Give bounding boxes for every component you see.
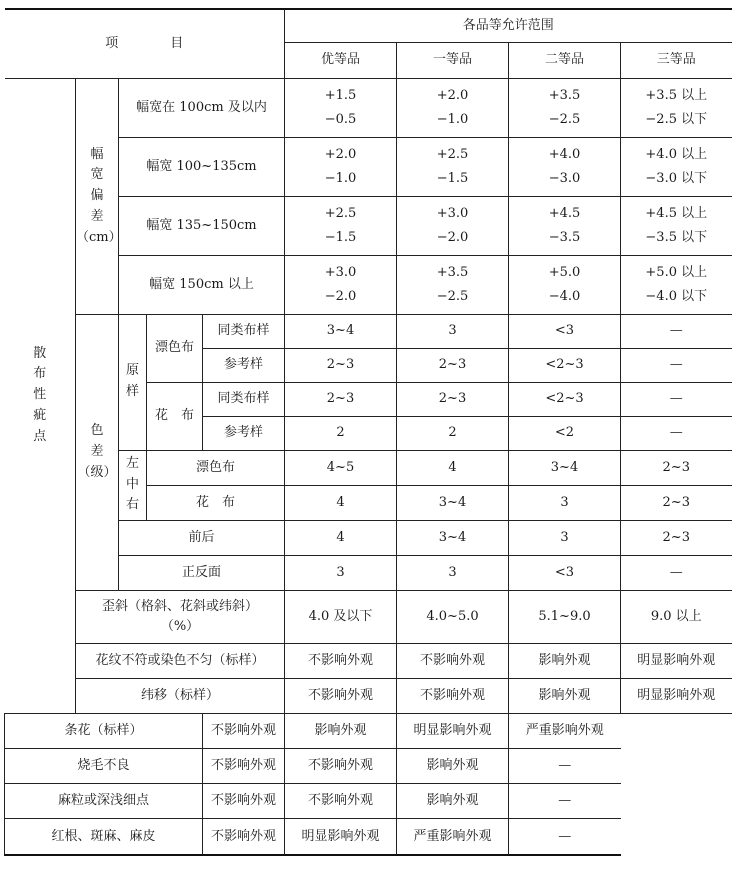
grade-header: 优等品	[285, 42, 397, 78]
value-cell: +2.5 −1.5	[285, 196, 397, 255]
lcr-printed-label: 花 布	[147, 485, 285, 520]
value-cell: +5.0 −4.0	[509, 255, 621, 314]
value-cell: +4.5 −3.5	[509, 196, 621, 255]
defect-row-label: 红根、斑麻、麻皮	[5, 818, 203, 855]
value-cell: +4.5 以上 −3.5 以下	[621, 196, 732, 255]
value-cell: <2~3	[509, 382, 621, 416]
value-cell: 2~3	[285, 348, 397, 382]
value-cell: —	[509, 818, 621, 855]
value-cell: 影响外观	[509, 643, 621, 678]
value-cell: —	[621, 348, 732, 382]
value-cell: —	[509, 748, 621, 783]
value-cell: 明显影响外观	[397, 713, 509, 748]
bleached-label: 漂色布	[147, 314, 203, 382]
original-sample-label: 原样	[119, 314, 147, 450]
scattered-defects-label: 散布性疵点	[5, 78, 76, 713]
value-cell: +4.0 −3.0	[509, 137, 621, 196]
value-cell: 3	[397, 314, 509, 348]
value-cell: 不影响外观	[397, 678, 509, 713]
value-cell: 3~4	[285, 314, 397, 348]
value-cell: 4.0 及以下	[285, 590, 397, 643]
value-cell: <2~3	[509, 348, 621, 382]
ref-sample-label: 参考样	[203, 416, 285, 450]
value-cell: 3~4	[397, 485, 509, 520]
value-cell: 2	[285, 416, 397, 450]
value-cell: —	[621, 382, 732, 416]
grade-header: 三等品	[621, 42, 732, 78]
value-cell: —	[621, 555, 732, 590]
value-cell: 不影响外观	[285, 748, 397, 783]
value-cell: <3	[509, 555, 621, 590]
value-cell: 4.0~5.0	[397, 590, 509, 643]
width-row-label: 幅宽在 100cm 及以内	[119, 78, 285, 137]
value-cell: 明显影响外观	[621, 678, 732, 713]
value-cell: 2	[397, 416, 509, 450]
header-range: 各品等允许范围	[285, 9, 732, 42]
ref-sample-label: 参考样	[203, 348, 285, 382]
value-cell: —	[509, 783, 621, 818]
skew-label: 歪斜（格斜、花斜或纬斜） （%）	[76, 590, 285, 643]
value-cell: 严重影响外观	[509, 713, 621, 748]
value-cell: 不影响外观	[285, 783, 397, 818]
defect-row-label: 纬移（标样）	[76, 678, 285, 713]
defect-row-label: 花纹不符或染色不匀（标样）	[76, 643, 285, 678]
value-cell: +3.0 −2.0	[397, 196, 509, 255]
color-diff-label: 色差 （级）	[76, 314, 119, 590]
value-cell: +2.0 −1.0	[397, 78, 509, 137]
value-cell: 不影响外观	[285, 643, 397, 678]
value-cell: 不影响外观	[397, 643, 509, 678]
value-cell: +2.5 −1.5	[397, 137, 509, 196]
grade-header: 一等品	[397, 42, 509, 78]
grade-header: 二等品	[509, 42, 621, 78]
value-cell: 影响外观	[285, 713, 397, 748]
width-row-label: 幅宽 150cm 以上	[119, 255, 285, 314]
value-cell: —	[621, 314, 732, 348]
value-cell: 2~3	[285, 382, 397, 416]
value-cell: +2.0 −1.0	[285, 137, 397, 196]
value-cell: 不影响外观	[203, 713, 285, 748]
value-cell: 影响外观	[397, 783, 509, 818]
value-cell: 4	[285, 520, 397, 555]
value-cell: +1.5 −0.5	[285, 78, 397, 137]
value-cell: 影响外观	[509, 678, 621, 713]
width-row-label: 幅宽 135~150cm	[119, 196, 285, 255]
value-cell: 2~3	[621, 450, 732, 485]
value-cell: 3	[397, 555, 509, 590]
same-sample-label: 同类布样	[203, 314, 285, 348]
value-cell: —	[621, 416, 732, 450]
value-cell: +4.0 以上 −3.0 以下	[621, 137, 732, 196]
value-cell: 不影响外观	[203, 818, 285, 855]
face-back-label: 正反面	[119, 555, 285, 590]
value-cell: +3.5 以上 −2.5 以下	[621, 78, 732, 137]
value-cell: 9.0 以上	[621, 590, 732, 643]
front-back-label: 前后	[119, 520, 285, 555]
defect-row-label: 烧毛不良	[5, 748, 203, 783]
value-cell: 5.1~9.0	[509, 590, 621, 643]
lcr-label: 左中右	[119, 450, 147, 520]
printed-label: 花 布	[147, 382, 203, 450]
value-cell: 4~5	[285, 450, 397, 485]
value-cell: 3	[509, 520, 621, 555]
value-cell: 2~3	[397, 382, 509, 416]
value-cell: 4	[285, 485, 397, 520]
header-item: 项 目	[5, 9, 285, 78]
value-cell: 2~3	[621, 520, 732, 555]
lcr-bleached-label: 漂色布	[147, 450, 285, 485]
value-cell: <3	[509, 314, 621, 348]
value-cell: 影响外观	[397, 748, 509, 783]
value-cell: +3.5 −2.5	[397, 255, 509, 314]
same-sample-label: 同类布样	[203, 382, 285, 416]
value-cell: 3	[509, 485, 621, 520]
tolerance-table	[4, 8, 732, 856]
defect-row-label: 条花（标样）	[5, 713, 203, 748]
value-cell: 2~3	[397, 348, 509, 382]
width-deviation-label: 幅宽偏差 （cm）	[76, 78, 119, 314]
value-cell: 不影响外观	[203, 783, 285, 818]
value-cell: 4	[397, 450, 509, 485]
value-cell: +3.0 −2.0	[285, 255, 397, 314]
tolerance-table-container	[4, 8, 732, 856]
value-cell: 明显影响外观	[285, 818, 397, 855]
value-cell: <2	[509, 416, 621, 450]
value-cell: 不影响外观	[203, 748, 285, 783]
defect-row-label: 麻粒或深浅细点	[5, 783, 203, 818]
value-cell: 明显影响外观	[621, 643, 732, 678]
value-cell: +5.0 以上 −4.0 以下	[621, 255, 732, 314]
value-cell: 严重影响外观	[397, 818, 509, 855]
width-row-label: 幅宽 100~135cm	[119, 137, 285, 196]
value-cell: 不影响外观	[285, 678, 397, 713]
value-cell: 2~3	[621, 485, 732, 520]
value-cell: 3~4	[397, 520, 509, 555]
value-cell: 3	[285, 555, 397, 590]
value-cell: 3~4	[509, 450, 621, 485]
value-cell: +3.5 −2.5	[509, 78, 621, 137]
